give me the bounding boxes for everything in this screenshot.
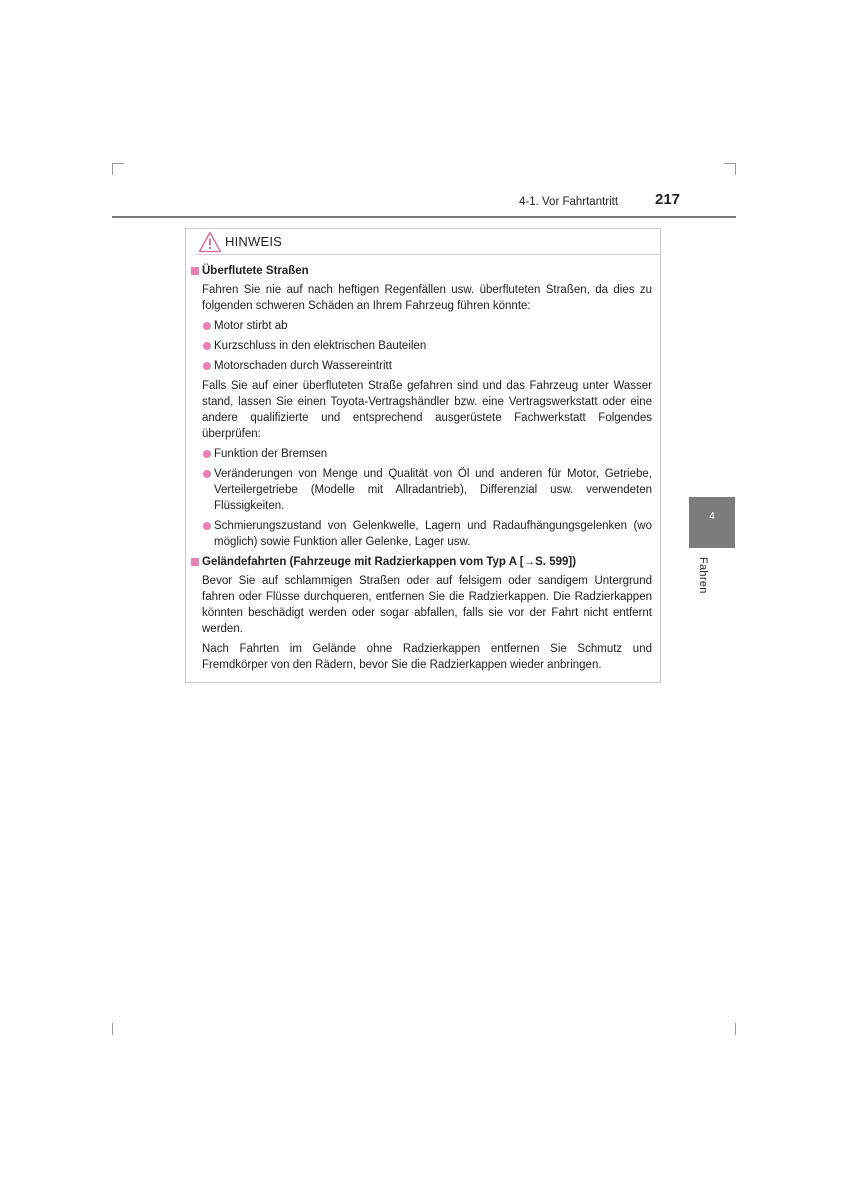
- notice-header: [194, 229, 660, 255]
- crop-mark-top-right-vertical: [735, 163, 736, 175]
- section-heading-offroad: [186, 554, 662, 570]
- chapter-label: Fahren: [697, 557, 709, 594]
- list-item-text: Schmierungszustand von Gelenkwelle, Lagern und Radaufhängungsgelenken (wo möglich) sowie Funktion aller Gelenke, Lager usw.: [214, 520, 652, 548]
- section-title: 4-1. Vor Fahrtantritt: [519, 196, 619, 208]
- notice-box: [185, 228, 661, 683]
- paragraph: Bevor Sie auf schlammigen Straßen oder auf felsigem oder sandigem Untergrund fahren oder Flüsse durchqueren, entfernen Sie die Radzierkappen. Die Radzierkappen könnten beschädigt werden oder sogar abfallen, falls sie vor der Fahrt nicht entfernt werden.: [202, 575, 652, 635]
- bullet-dot-icon: [203, 342, 211, 350]
- bullet-dot-icon: [203, 470, 211, 478]
- chapter-number: 4: [709, 511, 715, 522]
- header-divider: [112, 216, 736, 218]
- crop-mark-top-right-horizontal: [724, 163, 736, 164]
- paragraph: Falls Sie auf einer überfluteten Straße gefahren sind und das Fahrzeug unter Wasser stand, lassen Sie einen Toyota-Vertragshändler bzw. eine Vertragswerkstatt oder eine andere qualifizierte und entsprechend ausgerüstete Fachwerkstatt Folgendes überprüfen:: [202, 380, 652, 440]
- bullet-dot-icon: [203, 322, 211, 330]
- crop-mark-bottom-left: [112, 1023, 113, 1035]
- list-item: [186, 446, 662, 462]
- crop-mark-top-left-vertical: [112, 163, 113, 175]
- list-item-text: Motor stirbt ab: [214, 320, 288, 332]
- list-item-text: Kurzschluss in den elektrischen Bauteilen: [214, 340, 427, 352]
- warning-triangle-icon: [198, 231, 222, 258]
- list-item: [186, 338, 662, 354]
- list-item-text: Funktion der Bremsen: [214, 448, 328, 460]
- section-square-icon: [191, 267, 199, 275]
- notice-content: [186, 263, 662, 677]
- page-number: 217: [655, 191, 681, 208]
- list-item-text: Veränderungen von Menge und Qualität von Öl und anderen für Motor, Getriebe, Verteilergetriebe (Modelle mit Allradantrieb), Differenzial usw. verwendeten Flüssigkeiten.: [214, 468, 652, 512]
- section-heading-text: Geländefahrten (Fahrzeuge mit Radzierkappen vom Typ A [→S. 599]): [202, 556, 577, 568]
- crop-mark-bottom-right: [735, 1023, 736, 1035]
- bullet-dot-icon: [203, 450, 211, 458]
- section-square-icon: [191, 558, 199, 566]
- section-heading-text: Überflutete Straßen: [202, 265, 309, 277]
- list-item: [186, 466, 662, 514]
- chapter-tab[interactable]: [689, 497, 735, 548]
- bullet-dot-icon: [203, 522, 211, 530]
- paragraph: Nach Fahrten im Gelände ohne Radzierkappen entfernen Sie Schmutz und Fremdkörper von den Rädern, bevor Sie die Radzierkappen wieder anbringen.: [202, 643, 652, 671]
- list-item-text: Motorschaden durch Wassereintritt: [214, 360, 392, 372]
- list-item: [186, 318, 662, 334]
- list-item: [186, 518, 662, 550]
- list-item: [186, 358, 662, 374]
- bullet-dot-icon: [203, 362, 211, 370]
- section-heading-flooded-roads: [186, 263, 662, 279]
- notice-title: HINWEIS: [225, 234, 283, 249]
- crop-mark-top-left-horizontal: [112, 163, 124, 164]
- paragraph: Fahren Sie nie auf nach heftigen Regenfällen usw. überfluteten Straßen, da dies zu folgenden schweren Schäden an Ihrem Fahrzeug führen könnte:: [202, 284, 652, 312]
